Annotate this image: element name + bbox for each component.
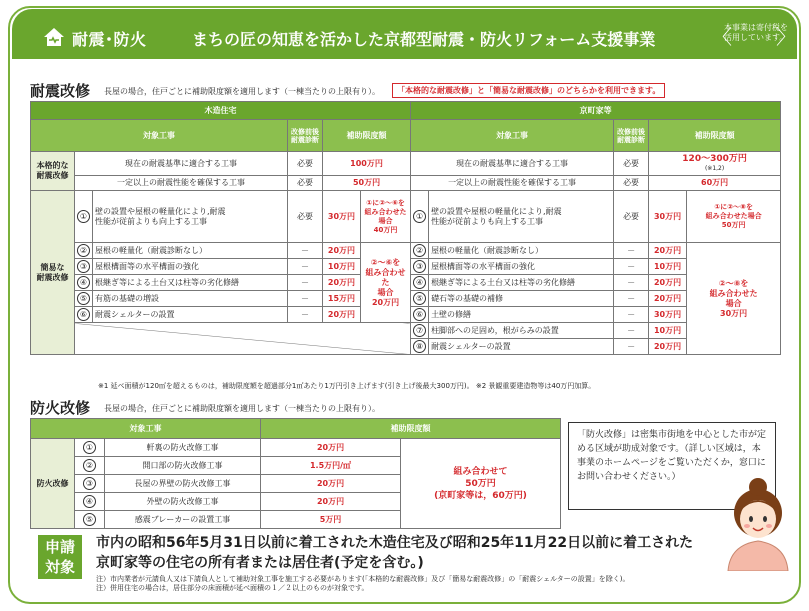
wood-simple-diag: － xyxy=(288,243,323,259)
simple-first-kyo-val: 30万円 xyxy=(649,191,687,243)
wood-simple-val: 10万円 xyxy=(323,259,361,275)
wood-combo2: ②～⑥を 組み合わせた 場合 20万円 xyxy=(361,243,411,323)
simple-num: ① xyxy=(75,191,93,243)
wood-simple-diag: － xyxy=(288,307,323,323)
simple-first-diag: 必要 xyxy=(288,191,323,243)
full-row-wood-limit: 100万円 xyxy=(323,152,411,176)
kyo-simple-diag: － xyxy=(614,291,649,307)
kyo-simple-work: 土壁の修繕 xyxy=(429,307,614,323)
full-row-kyo-limit: 120～300万円 (※1,2) xyxy=(649,152,781,176)
fire-val: 1.5万円/㎡ xyxy=(261,457,401,475)
wood-simple-val: 20万円 xyxy=(323,307,361,323)
kyo-simple-val: 10万円 xyxy=(649,323,687,339)
woman-illustration-icon xyxy=(720,475,796,571)
kyo-simple-diag: － xyxy=(614,339,649,355)
simple-num: ⑤ xyxy=(411,291,429,307)
quake-footnote: ※1 延べ面積が120㎡を超えるものは，補助限度額を超過部分1㎡あたり1万円引き上げます(引き上げ後最大300万円)。 ※2 景観重要建造物等は40万円加算。 xyxy=(98,382,596,390)
simple-num: ⑥ xyxy=(75,307,93,323)
wood-col-limit: 補助限度額 xyxy=(323,120,411,152)
simple-num: ⑦ xyxy=(411,323,429,339)
full-row-kyo-limit: 60万円 xyxy=(649,176,781,191)
fire-section-title: 防火改修 xyxy=(30,399,91,417)
simple-first-wood-combo: ①に②～⑥を 組み合わせた場合 40万円 xyxy=(361,191,411,243)
fire-num: ① xyxy=(75,439,105,457)
fire-work: 感震ブレーカーの設置工事 xyxy=(105,511,261,529)
simple-first-kyo-combo: ①に②～⑧を 組み合わせた場合 50万円 xyxy=(687,191,781,243)
wood-simple-work: 有筋の基礎の増設 xyxy=(93,291,288,307)
full-row-diag: 必要 xyxy=(288,176,323,191)
quake-section-title: 耐震改修 xyxy=(30,82,91,100)
full-row-work: 一定以上の耐震性能を確保する工事 xyxy=(75,176,288,191)
fire-work: 開口部の防火改修工事 xyxy=(105,457,261,475)
simple-num: ④ xyxy=(75,275,93,291)
apply-text: 市内の昭和56年5月31日以前に着工された木造住宅及び昭和25年11月22日以前に着工された 京町家等の住宅の所有者または居住者(予定を含む。) xyxy=(96,535,694,571)
kyo-simple-work: 屋根構面等の水平構面の強化 xyxy=(429,259,614,275)
fire-work: 軒裏の防火改修工事 xyxy=(105,439,261,457)
kyo-simple-work: 柱脚部への足固め，根がらみの設置 xyxy=(429,323,614,339)
kyo-combo2: ②～⑧を 組み合わせた 場合 30万円 xyxy=(687,243,781,355)
kyo-simple-work: 屋根の軽量化（耐震診断なし） xyxy=(429,243,614,259)
wood-simple-diag: － xyxy=(288,291,323,307)
kyo-simple-diag: － xyxy=(614,307,649,323)
kyo-col-work: 対象工事 xyxy=(411,120,614,152)
simple-first-kyo-diag: 必要 xyxy=(614,191,649,243)
wood-simple-work: 屋根構面等の水平構面の強化 xyxy=(93,259,288,275)
kyo-simple-work: 耐震シェルターの設置 xyxy=(429,339,614,355)
house-icon xyxy=(42,25,66,49)
kyo-col-diag: 改修前後 耐震診断 xyxy=(614,120,649,152)
fire-work: 外壁の防火改修工事 xyxy=(105,493,261,511)
kyo-header: 京町家等 xyxy=(411,102,781,120)
simple-num: ② xyxy=(75,243,93,259)
fire-col-limit: 補助限度額 xyxy=(261,419,561,439)
fire-combo: 組み合わせて 50万円 (京町家等は，60万円) xyxy=(401,439,561,529)
fire-num: ② xyxy=(75,457,105,475)
full-row-kyo-work: 現在の耐震基準に適合する工事 xyxy=(411,152,614,176)
header-bar xyxy=(12,9,797,59)
quake-section-note: 長屋の場合，住戸ごとに補助限度額を適用します（一棟当たりの上限有り）。 xyxy=(104,87,380,96)
quake-table xyxy=(30,101,781,355)
brace-right-icon: 〉 xyxy=(776,25,796,49)
full-row-kyo-work: 一定以上の耐震性能を確保する工事 xyxy=(411,176,614,191)
wood-col-diag: 改修前後 耐震診断 xyxy=(288,120,323,152)
fire-col-work: 対象工事 xyxy=(31,419,261,439)
simple-num: ⑧ xyxy=(411,339,429,355)
kyo-simple-val: 20万円 xyxy=(649,243,687,259)
fire-work: 長屋の界壁の防火改修工事 xyxy=(105,475,261,493)
apply-notes: 注）市内業者が元請負人又は下請負人として補助対象工事を施工する必要があります(「本格的な耐震改修」及び「簡易な耐震改修」の「耐震シェルターの設置」を除く)。 注）併用住宅の場合は，居住部分の床面積が延べ面積の１／２以上のものが対象です。 xyxy=(96,575,630,592)
simple-num: ③ xyxy=(75,259,93,275)
full-row-wood-limit: 50万円 xyxy=(323,176,411,191)
kyo-simple-val: 30万円 xyxy=(649,307,687,323)
simple-num: ⑥ xyxy=(411,307,429,323)
kyo-simple-diag: － xyxy=(614,243,649,259)
kyo-simple-diag: － xyxy=(614,275,649,291)
fire-val: 20万円 xyxy=(261,439,401,457)
wood-simple-work: 耐震シェルターの設置 xyxy=(93,307,288,323)
apply-label: 申請 対象 xyxy=(38,535,82,579)
wood-simple-diag: － xyxy=(288,275,323,291)
kyo-col-limit: 補助限度額 xyxy=(649,120,781,152)
simple-num: ② xyxy=(411,243,429,259)
fire-table xyxy=(30,418,561,529)
wood-simple-val: 20万円 xyxy=(323,243,361,259)
kyo-simple-work: 根継ぎ等による土台又は柱等の劣化修繕 xyxy=(429,275,614,291)
fire-num: ③ xyxy=(75,475,105,493)
kyo-simple-val: 20万円 xyxy=(649,291,687,307)
simple-first-kyo-work: 壁の設置や屋根の軽量化により,耐震 性能が従前よりも向上する工事 xyxy=(429,191,614,243)
wood-simple-val: 15万円 xyxy=(323,291,361,307)
quake-red-note: 「本格的な耐震改修」と「簡易な耐震改修」のどちらかを利用できます。 xyxy=(392,83,665,98)
header-title: まちの匠の知恵を活かした京都型耐震・防火リフォーム支援事業 xyxy=(192,30,656,49)
simple-first-work: 壁の設置や屋根の軽量化により,耐震 性能が従前よりも向上する工事 xyxy=(93,191,288,243)
simple-num: ① xyxy=(411,191,429,243)
simple-num: ⑤ xyxy=(75,291,93,307)
header-tag: 耐震･防火 xyxy=(72,30,147,49)
full-row-diag: 必要 xyxy=(288,152,323,176)
kyo-simple-val: 10万円 xyxy=(649,259,687,275)
fire-label: 防火改修 xyxy=(31,439,75,529)
wood-simple-work: 屋根の軽量化（耐震診断なし） xyxy=(93,243,288,259)
full-row-work: 現在の耐震基準に適合する工事 xyxy=(75,152,288,176)
kyo-simple-val: 20万円 xyxy=(649,339,687,355)
simple-num: ③ xyxy=(411,259,429,275)
wood-simple-diag: － xyxy=(288,259,323,275)
simple-first-wood-val: 30万円 xyxy=(323,191,361,243)
fire-val: 20万円 xyxy=(261,475,401,493)
full-retrofit-label: 本格的な 耐震改修 xyxy=(31,152,75,191)
full-row-kyo-diag: 必要 xyxy=(614,152,649,176)
fire-val: 5万円 xyxy=(261,511,401,529)
kyo-simple-diag: － xyxy=(614,259,649,275)
fire-num: ⑤ xyxy=(75,511,105,529)
simple-num: ④ xyxy=(411,275,429,291)
kyo-simple-diag: － xyxy=(614,323,649,339)
full-row-kyo-diag: 必要 xyxy=(614,176,649,191)
empty-diagonal-cell xyxy=(75,323,411,355)
wood-col-work: 対象工事 xyxy=(31,120,288,152)
fire-val: 20万円 xyxy=(261,493,401,511)
wood-simple-val: 20万円 xyxy=(323,275,361,291)
wood-header: 木造住宅 xyxy=(31,102,411,120)
simple-retrofit-label: 簡易な 耐震改修 xyxy=(31,191,75,355)
wood-simple-work: 根継ぎ等による土台又は柱等の劣化修繕 xyxy=(93,275,288,291)
header-note: 本事業は寄付税を 活用しています。 xyxy=(724,23,788,42)
fire-info-box: 「防火改修」は密集市街地を中心とした市が定める区域が助成対象です。（詳しい区域は，本事業のホームページをご覧いただくか，窓口にお問い合わせください。） xyxy=(568,422,776,510)
brace-left-icon: 〈 xyxy=(712,25,732,49)
fire-num: ④ xyxy=(75,493,105,511)
kyo-simple-val: 20万円 xyxy=(649,275,687,291)
kyo-simple-work: 礎石等の基礎の補修 xyxy=(429,291,614,307)
fire-section-note: 長屋の場合，住戸ごとに補助限度額を適用します（一棟当たりの上限有り）。 xyxy=(104,404,380,413)
